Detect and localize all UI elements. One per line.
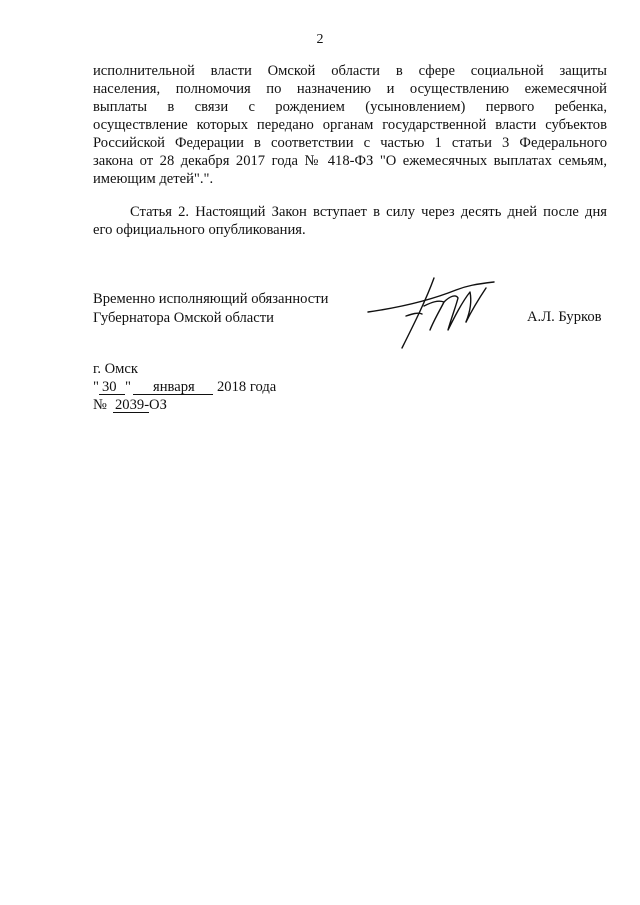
paragraph-1-line-3: выплаты в связи с рождением (усыновлением) первого ребенка, (93, 99, 607, 115)
city: г. Омск (93, 361, 138, 377)
paragraph-1 (93, 62, 607, 188)
date-day: 30 (102, 379, 117, 395)
paragraph-1-line-4: осуществление которых передано органам государственной власти субъектов (93, 117, 607, 133)
paragraph-1-line-1: исполнительной власти Омской области в сфере социальной защиты (93, 63, 607, 79)
footer-date-row (93, 378, 333, 396)
date-quote-close: " (125, 379, 131, 395)
handwritten-signature (366, 272, 496, 352)
footer-city-row (93, 360, 333, 378)
signatory-title (93, 290, 328, 328)
date-month: января (153, 379, 195, 395)
footer-block (93, 360, 333, 414)
paragraph-1-line-6: закона от 28 декабря 2017 года № 418-ФЗ "О ежемесячных выплатах семьям, (93, 153, 607, 169)
footer-number-row (93, 396, 333, 414)
paragraph-1-line-7: имеющим детей".". (93, 171, 214, 187)
number-sign: № (93, 397, 107, 413)
paragraph-2-line-1: Статья 2. Настоящий Закон вступает в силу через десять дней после дня (130, 204, 607, 220)
signer-name: А.Л. Бурков (527, 309, 602, 325)
signatory-title-line-2: Губернатора Омской области (93, 310, 274, 326)
date-quote-open: " (93, 379, 99, 395)
paragraph-1-line-5: Российской Федерации в соответствии с частью 1 статьи 3 Федерального (93, 135, 607, 151)
signatory-title-line-1: Временно исполняющий обязанности (93, 291, 329, 307)
paragraph-2 (93, 203, 607, 239)
paragraph-1-line-2: населения, полномочия по назначению и осуществлению ежемесячной (93, 81, 607, 97)
page-number: 2 (316, 32, 324, 47)
date-year: 2018 года (217, 379, 277, 395)
paragraph-2-line-2: его официального опубликования. (93, 222, 306, 238)
law-number: 2039-ОЗ (115, 397, 167, 413)
